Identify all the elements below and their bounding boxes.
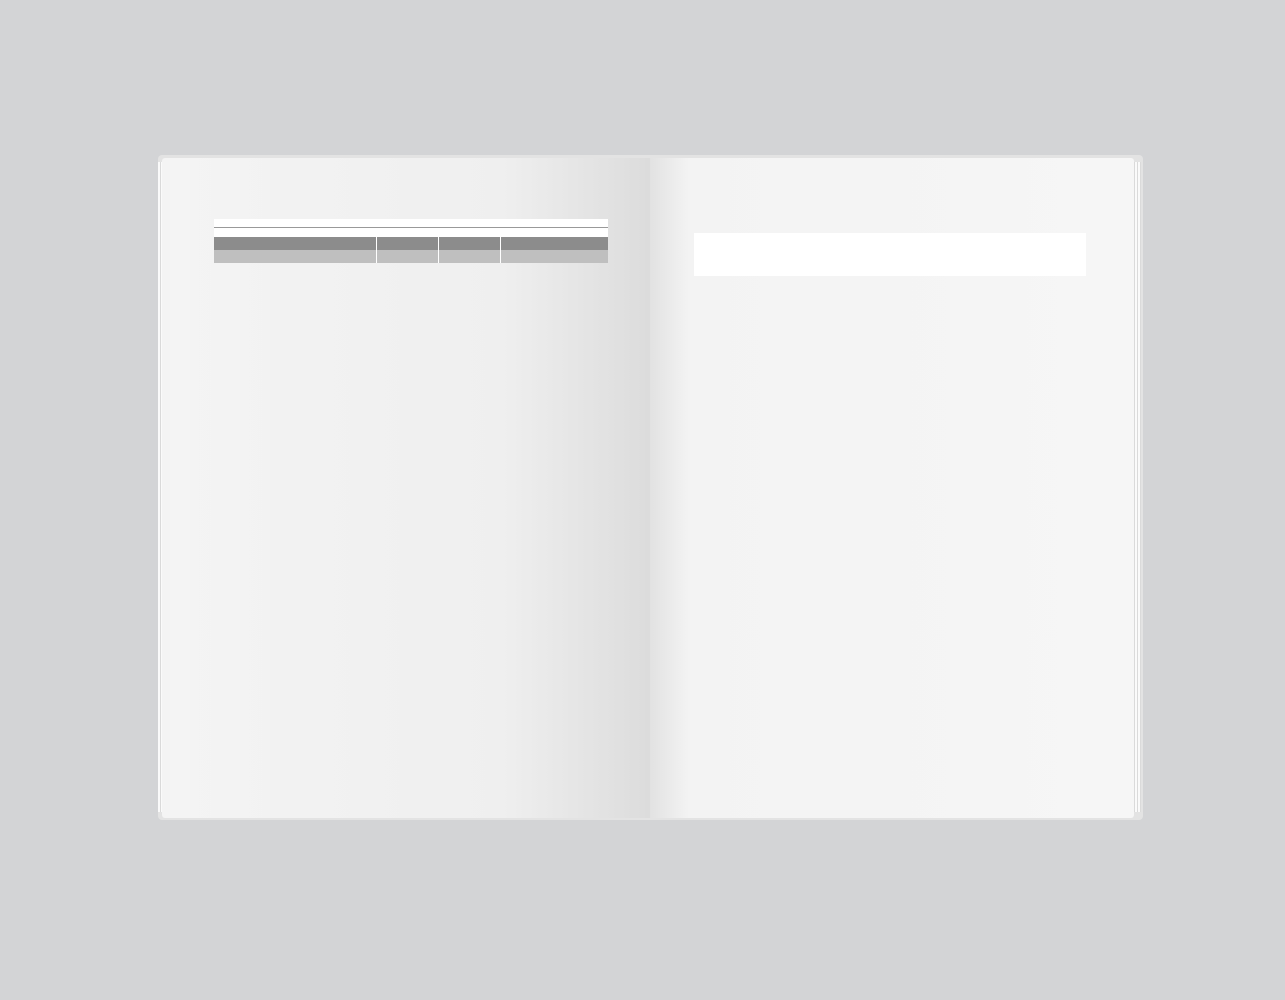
product-groups-table	[694, 233, 1086, 276]
summary-table-total-row	[214, 250, 608, 263]
summary-table	[214, 219, 608, 263]
bar-chart	[220, 630, 490, 785]
donut-charts	[220, 380, 590, 540]
summary-table-header	[214, 237, 608, 250]
